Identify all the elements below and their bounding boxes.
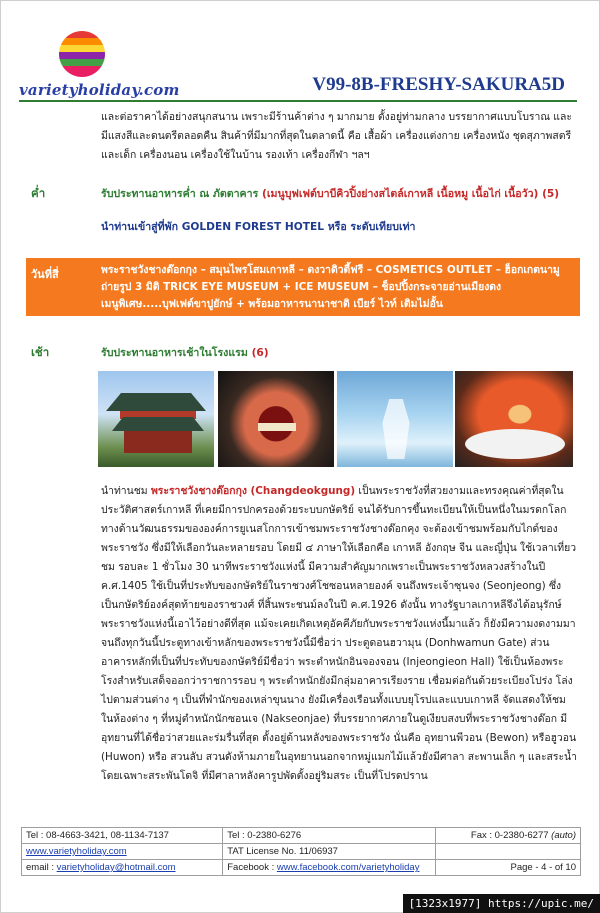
day-banner (26, 258, 580, 316)
logo-ball-icon (59, 31, 105, 77)
footer-tel-office: Tel : 0-2380-6276 (223, 828, 435, 844)
footer-fax: Fax : 0-2380-6277 (auto) (435, 828, 580, 844)
footer-tel-mobile: Tel : 08-4663-3421, 08-1134-7137 (22, 828, 223, 844)
logo-text: varietyholiday.com (19, 81, 180, 99)
day-line-1: พระราชวังชางด๊อกกุง – สมุนไพรโสมเกาหลี – ดงวาดิวตี้ฟรี – COSMETICS OUTLET – ฮ็อกเกตนามู (101, 264, 560, 276)
dinner-text-main: รับประทานอาหารค่ำ ณ ภัตตาคาร (101, 188, 259, 200)
brand-logo[interactable] (19, 27, 180, 107)
ice-museum-photo (337, 371, 453, 467)
trick-eye-photo (218, 371, 334, 467)
contact-footer (21, 827, 581, 876)
hotel-text: นำท่านเข้าสู่ที่พัก GOLDEN FOREST HOTEL หรือ ระดับเทียบเท่า (101, 221, 416, 233)
email-link[interactable]: varietyholiday@hotmail.com (56, 862, 176, 873)
palace-name: พระราชวังชางด๊อกกุง (Changdeokgung) (150, 485, 356, 497)
breakfast-ref: (6) (251, 347, 269, 359)
changdeokgung-palace-photo (98, 371, 214, 467)
body-lead: นำท่านชม (101, 485, 151, 497)
header-divider (19, 100, 577, 102)
footer-email: email : varietyholiday@hotmail.com (22, 860, 223, 876)
breakfast-label: เช้า (31, 345, 50, 359)
day-label: วันที่สี่ (31, 268, 59, 281)
footer-tat-license: TAT License No. 11/06937 (223, 844, 435, 860)
footer-website (22, 844, 223, 860)
intro-paragraph: และต่อราคาได้อย่างสนุกสนาน เพราะมีร้านค้าต่าง ๆ มากมาย ตั้งอยู่ท่ามกลาง บรรยากาศแบบโบราณ และมีแสงสีและดนตรีตลอดคืน สินค้าที่มีมากที่สุดในตลาดนี้ คือ เสื้อผ้า เครื่องแต่งกาย เครื่องหนัง ชุดสุภาพสตรีและเด็ก เครื่องนอน เครื่องใช้ในบ้าน รองเท้า เครื่องกีฬา ฯลฯ (101, 111, 572, 161)
day-line-3: เมนูพิเศษ.....บุฟเฟต์ขาปูยักษ์ + พร้อมอาหารนานาชาติ เบียร์ ไวท์ เติมไม่อั้น (101, 298, 443, 310)
day-itinerary (101, 262, 571, 313)
dinner-menu: (เมนูบุฟเฟต์บาบีคิวปิ้งย่างสไตล์เกาหลี เนื้อหมู เนื้อไก่ เนื้อวัว) (5) (262, 188, 560, 200)
breakfast-main: รับประทานอาหารเช้าในโรงแรม (101, 347, 248, 359)
website-link[interactable]: www.varietyholiday.com (26, 846, 127, 857)
breakfast-text (101, 344, 269, 361)
footer-facebook: Facebook : www.facebook.com/varietyholiday (223, 860, 435, 876)
photo-strip (98, 371, 573, 467)
dinner-text (101, 185, 581, 202)
image-watermark: [1323x1977] https://upic.me/ (403, 894, 600, 913)
dinner-label: ค่ำ (31, 186, 46, 200)
page-number: Page - 4 - of 10 (435, 860, 580, 876)
day-line-2: ถ่ายรูป 3 มิติ TRICK EYE MUSEUM + ICE MUSEUM – ช็อปปิ้งกระจายอ่านเมียงดง (101, 281, 502, 293)
body-text: เป็นพระราชวังที่สวยงามและทรงคุณค่าที่สุดในประวัติศาสตร์เกาหลี ที่เคยมีการปกครองด้วยระบบกษัตริย์ จนได้รับการขึ้นทะเบียนให้เป็นหนึ่งในมรดกโลกทางด้านวัฒนธรรมขององค์การยูเนสโกการเข้าชมพระราชวังชางด๊อกคุง จะต้องเข้าชมพร้อมกับไกด์ของพระราชวัง ซึ่งมีให้เลือกวันละหลายรอบ โดยมี ๔ ภาษาให้เลือกคือ เกาหลี อังกฤษ จีน และญี่ปุ่น ใช้เวลาเที่ยวชม รอบละ 1 ชั่วโมง 30 นาทีพระราชวังแห่งนี้ มีความสำคัญมากเพราะเป็นพระราชวังหลวงสร้างในปี ค.ศ.1405 ใช้เป็นที่ประทับของกษัตริย์ในราชวงศ์โชซอนหลายองค์ จนถึงพระเจ้าซุนจง (Seonjeong) ซึ่งเป็นกษัตริย์องค์สุดท้ายของราชวงศ์ ที่สิ้นพระชนม์ลงในปี ค.ศ.1926 ดังนั้น ทางรัฐบาลเกาหลีจึงได้อนุรักษ์พระราชวังแห่งนี้เอาไว้อย่างดีที่สุด แม้จะเคยเกิดเหตุอัคคีภัยกับพระราชวังแห่งนี้มาแล้ว ก็ยังมีความงดงามมาจนถึงทุกวันนี้ประตูทางเข้าหลักของพระราชวังนี้มีชื่อว่า ประตูดอนฮวามุน (Donhwamun Gate) ส่วนอาคารหลักที่เป็นที่ประทับของกษัตริย์มีชื่อว่า พระตำหนักอินจองจอน (Injeongieon Hall) ใช้เป็นห้องพระโรงสำหรับเสด็จออกว่าราชการรอบ ๆ พระตำหนักยังมีกลุ่มอาคารเรียงราย เชื่อมต่อกันด้วยระเบียงโปร่ง โล่งไปตามส่วนต่าง ๆ เป็นที่พำนักของเหล่าขุนนาง ยังมีเครื่องเรือนทั้งแบบยุโรปและแบบเกาหลี จัดแสดงให้ชมในห้องต่าง ๆ ที่หมู่ตำหนักนักซอนเจ (Nakseonjae) ที่บรรยากาศภายในดูเงียบสงบที่พระราชวังชางด๊อก มีอุทยานที่ได้ชื่อว่าสวยและร่มรื่นที่สุด ตั้งอยู่ด้านหลังของพระราชวัง นั่นคือ อุทยานพีวอน (Bewon) หรือฮูวอน (Huwon) หรือ สวนลับ สวนดังห้ามภายในอุทยานนอกจากหมู่แมกไม้แล้วยังมีศาลา สะพานเล็ก ๆ และสระน้ำ โดยเฉพาะสระพันโดจิ ที่มีศาลาหลังคารูปพัดตั้งอยู่ริมสระ เป็นที่โปรดปราน (101, 485, 577, 782)
palace-description (101, 482, 577, 786)
king-crab-photo (455, 371, 573, 467)
facebook-link[interactable]: www.facebook.com/varietyholiday (276, 862, 420, 873)
tour-code: V99-8B-FRESHY-SAKURA5D (312, 74, 565, 95)
